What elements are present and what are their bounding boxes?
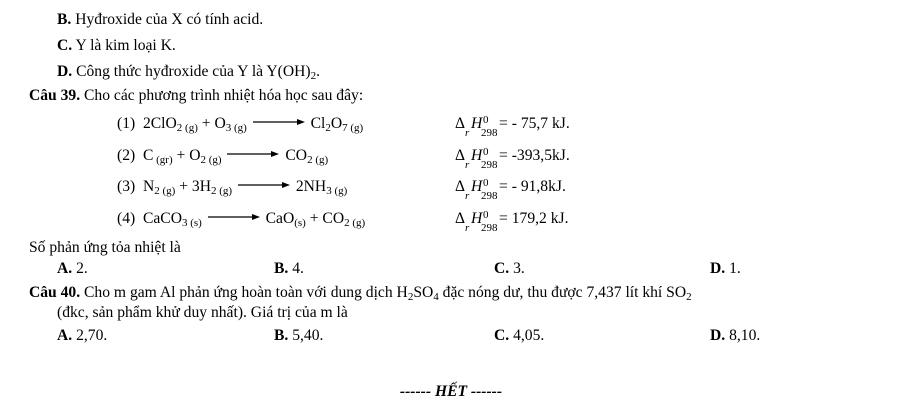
subscript-temp: 298 xyxy=(481,159,498,171)
subscript-r: r xyxy=(465,222,470,234)
option-d xyxy=(57,63,320,81)
reaction-3 xyxy=(117,178,347,196)
subscript: 2 (g) xyxy=(200,154,222,166)
answer-letter: A. xyxy=(57,327,73,344)
subscript: (gr) xyxy=(153,154,173,166)
question-text: SO xyxy=(413,284,434,301)
answer-40-a[interactable] xyxy=(57,327,107,345)
answer-letter: C. xyxy=(494,327,510,344)
reactant: + O xyxy=(172,147,201,164)
reaction-arrow-icon xyxy=(253,117,305,127)
product: O xyxy=(330,115,343,132)
question-40-stem xyxy=(29,284,692,302)
subscript: 2 (g) xyxy=(344,217,366,229)
answer-text: 3. xyxy=(509,260,525,277)
enthalpy-value: = - 91,8kJ. xyxy=(499,178,566,195)
subscript: 3 (g) xyxy=(225,122,247,134)
enthalpy-3 xyxy=(455,177,566,202)
option-text-end: . xyxy=(316,63,320,80)
subscript-r: r xyxy=(465,127,470,139)
reactant: CaCO xyxy=(142,210,182,227)
question-text: đặc nóng dư, thu được 7,437 lít khí SO xyxy=(438,284,687,301)
superscript: 0 xyxy=(483,146,489,158)
answer-text: 2,70. xyxy=(72,327,108,344)
enthalpy-symbol: H xyxy=(471,210,483,227)
enthalpy-value: = -393,5kJ. xyxy=(499,147,570,164)
superscript: 0 xyxy=(483,209,489,221)
subscript-temp: 298 xyxy=(481,222,498,234)
answer-text: 4. xyxy=(288,260,304,277)
answer-letter: C. xyxy=(494,260,510,277)
option-text: Công thức hyđroxide của Y là Y(OH) xyxy=(72,63,311,80)
subscript: 4 xyxy=(433,291,439,303)
answer-letter: B. xyxy=(274,327,289,344)
option-letter: B. xyxy=(57,11,72,28)
subscript: 3 (s) xyxy=(181,217,202,229)
answer-letter: B. xyxy=(274,260,289,277)
answer-39-d[interactable] xyxy=(710,260,741,278)
subscript: 2 (g) xyxy=(154,185,176,197)
reactant: C xyxy=(142,147,154,164)
option-letter: C. xyxy=(57,37,73,54)
subscript: 2 xyxy=(325,122,331,134)
reaction-number: (3) xyxy=(117,178,136,195)
answer-40-b[interactable] xyxy=(274,327,323,345)
enthalpy-4 xyxy=(455,209,569,234)
question-39-stem xyxy=(29,87,363,105)
subscript: (s) xyxy=(294,217,306,229)
question-39-prompt: Số phản ứng tỏa nhiệt là xyxy=(29,239,181,256)
subscript: 2 (g) xyxy=(176,122,198,134)
reaction-arrow-icon xyxy=(238,180,290,190)
product: Cl xyxy=(310,115,326,132)
product: CO xyxy=(285,147,308,164)
product: + CO xyxy=(305,210,345,227)
option-text: Hyđroxide của X có tính acid. xyxy=(71,11,264,28)
product: 2NH xyxy=(295,178,327,195)
subscript-temp: 298 xyxy=(481,190,498,202)
answer-letter: D. xyxy=(710,260,726,277)
answer-40-d[interactable] xyxy=(710,327,760,345)
reaction-arrow-icon xyxy=(227,149,279,159)
enthalpy-symbol: H xyxy=(471,147,483,164)
reaction-number: (1) xyxy=(117,115,136,132)
enthalpy-value: = - 75,7 kJ. xyxy=(499,115,570,132)
reaction-1 xyxy=(117,115,363,133)
reaction-4 xyxy=(117,210,365,228)
question-label: Câu 39. xyxy=(29,87,81,104)
subscript: 7 (g) xyxy=(342,122,364,134)
reactant: + O xyxy=(197,115,226,132)
answer-39-b[interactable] xyxy=(274,260,304,278)
answer-text: 4,05. xyxy=(509,327,545,344)
delta-symbol: Δ xyxy=(455,210,466,227)
reaction-number: (2) xyxy=(117,147,136,164)
end-marker: ------ HẾT ------ xyxy=(399,383,503,400)
enthalpy-symbol: H xyxy=(471,178,483,195)
answer-text: 2. xyxy=(72,260,88,277)
subscript: 2 (g) xyxy=(210,185,233,197)
question-40-line2: (đkc, sản phẩm khử duy nhất). Giá trị của m là xyxy=(57,304,348,321)
option-c xyxy=(57,37,176,55)
option-text: Y là kim loại K. xyxy=(72,37,176,54)
answer-39-c[interactable] xyxy=(494,260,525,278)
reactant: + 3H xyxy=(175,178,211,195)
product: CaO xyxy=(265,210,295,227)
reactant: 2ClO xyxy=(142,115,177,132)
answer-text: 8,10. xyxy=(725,327,761,344)
reaction-2 xyxy=(117,147,328,165)
subscript: 2 (g) xyxy=(307,154,329,166)
subscript: 2 xyxy=(407,291,414,303)
answer-text: 5,40. xyxy=(288,327,324,344)
answer-39-a[interactable] xyxy=(57,260,88,278)
answer-letter: A. xyxy=(57,260,73,277)
enthalpy-value: = 179,2 kJ. xyxy=(499,210,569,227)
enthalpy-symbol: H xyxy=(471,115,483,132)
subscript-r: r xyxy=(465,159,470,171)
option-letter: D. xyxy=(57,63,73,80)
subscript: 2 xyxy=(686,291,692,303)
subscript-temp: 298 xyxy=(481,127,498,139)
reaction-number: (4) xyxy=(117,210,136,227)
subscript-r: r xyxy=(465,190,470,202)
answer-letter: D. xyxy=(710,327,726,344)
answer-40-c[interactable] xyxy=(494,327,544,345)
question-label: Câu 40. xyxy=(29,284,81,301)
question-text: Cho các phương trình nhiệt hóa học sau đây: xyxy=(80,87,364,104)
option-b xyxy=(57,11,263,29)
delta-symbol: Δ xyxy=(455,115,466,132)
answer-text: 1. xyxy=(725,260,741,277)
delta-symbol: Δ xyxy=(455,178,466,195)
subscript: 2 xyxy=(310,70,317,82)
reactant: N xyxy=(142,178,155,195)
question-text: Cho m gam Al phản ứng hoàn toàn với dung dịch H xyxy=(80,284,408,301)
reaction-arrow-icon xyxy=(208,212,260,222)
delta-symbol: Δ xyxy=(455,147,466,164)
subscript: 3 (g) xyxy=(326,185,348,197)
superscript: 0 xyxy=(483,114,489,126)
superscript: 0 xyxy=(483,177,489,189)
enthalpy-1 xyxy=(455,114,570,139)
enthalpy-2 xyxy=(455,146,570,171)
